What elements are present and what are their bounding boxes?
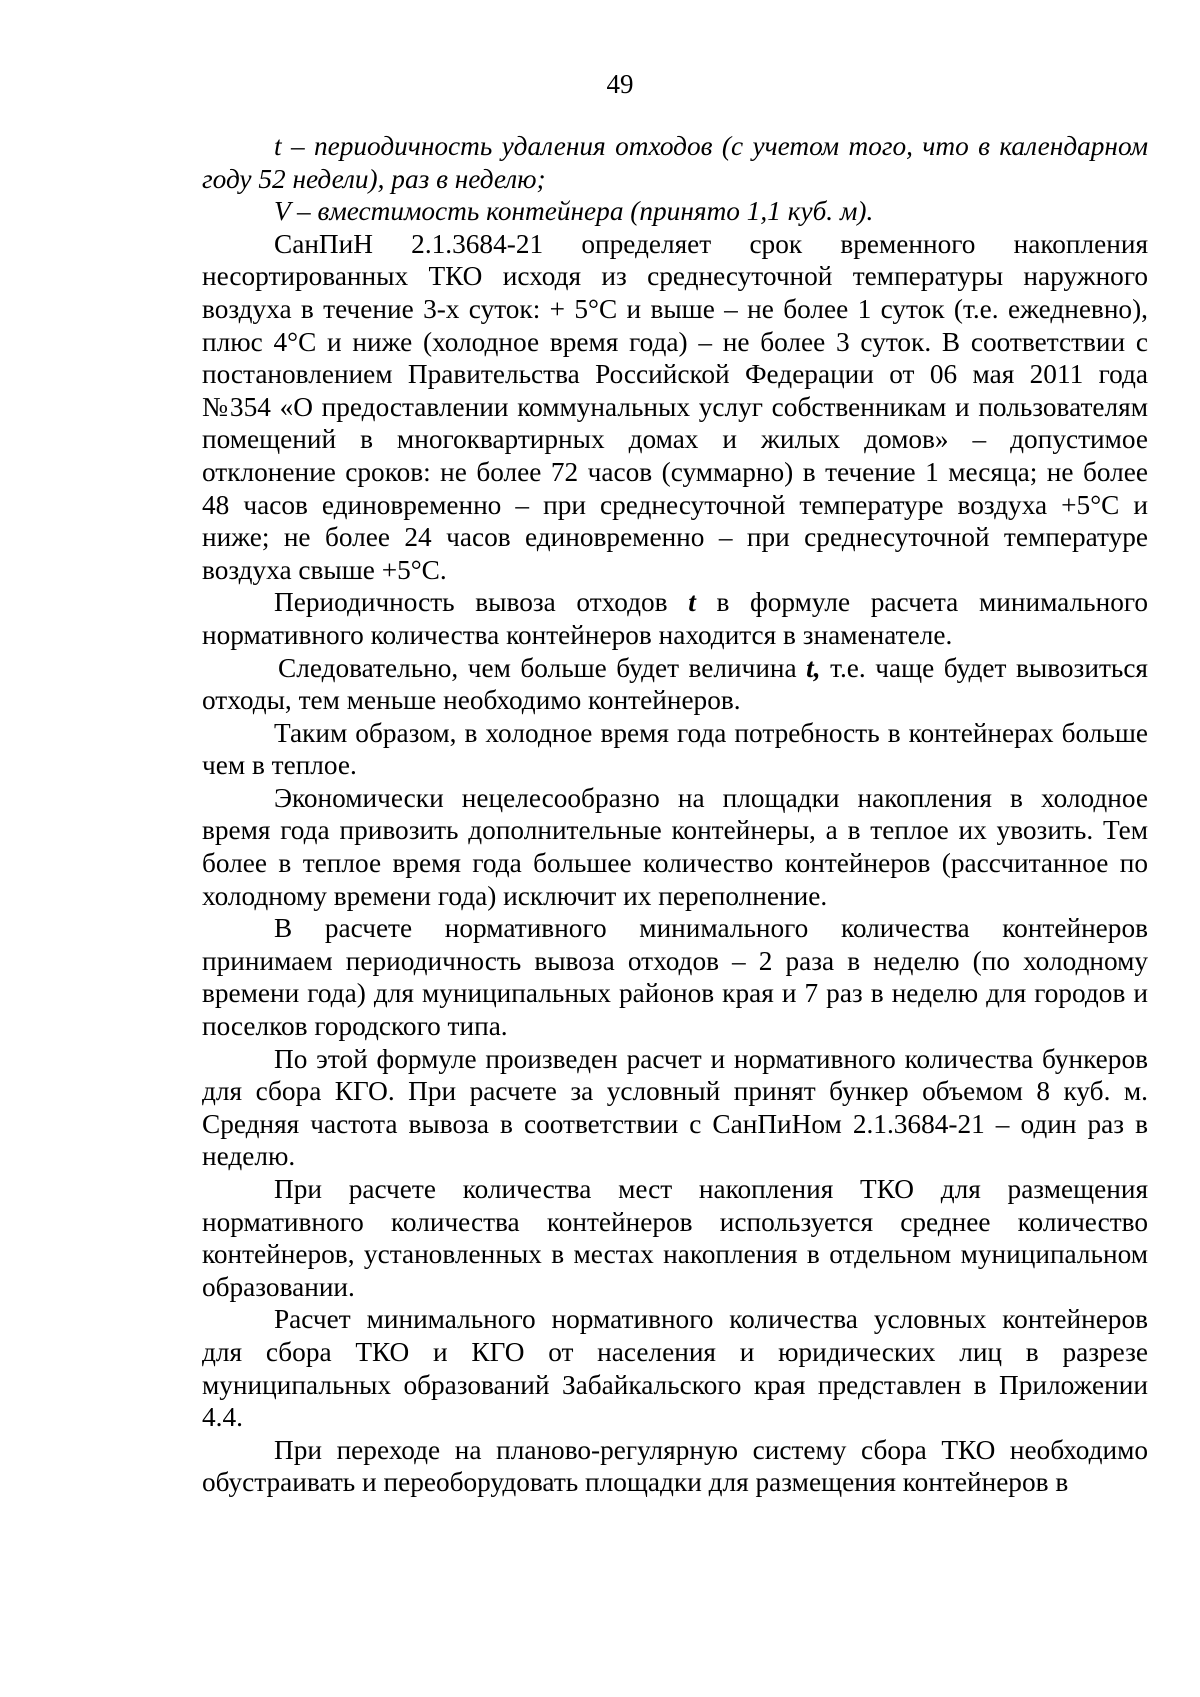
page-number: 49 [606, 69, 634, 99]
paragraph-economic-reasoning: Экономически нецелесообразно на площадки накопления в холодное время года привозить дополнительные контейнеры, а в теплое их увозить. Тем более в теплое время года большее количество контейнеров (рассчитанное по холодному времени года) исключит их переполнение. [202, 782, 1148, 911]
page-content [202, 130, 1148, 1499]
paragraph-text: т.е. чаще будет вывозиться отходы, тем меньше необходимо контейнеров. [202, 652, 1148, 716]
formula-variable-v-definition: V – вместимость контейнера (принято 1,1 куб. м). [274, 196, 874, 227]
paragraph-text: Следовательно, чем больше будет величина [278, 652, 807, 683]
paragraph-cold-season-demand: Таким образом, в холодное время года потребность в контейнерах больше чем в теплое. [202, 717, 1148, 781]
paragraph-appendix-reference: Расчет минимального нормативного количества условных контейнеров для сбора ТКО и КГО от населения и юридических лиц в разрезе муниципальных образований Забайкальского края представлен в Приложении 4.4. [202, 1304, 1148, 1433]
paragraph-text: Периодичность вывоза отходов [274, 587, 689, 618]
paragraph-kgo-bunkers: По этой формуле произведен расчет и нормативного количества бункеров для сбора КГО. При расчете за условный принят бункер объемом 8 куб. м. Средняя частота вывоза в соответствии с СанПиНом 2.1.3684-21 – один раз в неделю. [202, 1043, 1148, 1172]
formula-variable-t-definition: t – периодичность удаления отходов (с учетом того, что в календарном году 52 недели), раз в неделю; [202, 131, 1148, 194]
paragraph-sanpin-storage-terms: СанПиН 2.1.3684-21 определяет срок временного накопления несортированных ТКО исходя из среднесуточной температуры наружного воздуха в течение 3-х суток: + 5°С и выше – не более 1 суток (т.е. ежедневно), плюс 4°С и ниже (холодное время года) – не более 3 суток. В соответствии с постановлением Правительства Российской Федерации от 06 мая 2011 года №354 «О предоставлении коммунальных услуг собственникам и пользователям помещений в многоквартирных домах и жилых домов» – допустимое отклонение сроков: не более 72 часов (суммарно) в течение 1 месяца; не более 48 часов единовременно – при среднесуточной температуре воздуха +5°С и ниже; не более 24 часов единовременно – при среднесуточной температуре воздуха свыше +5°С. [202, 228, 1148, 585]
formula-symbol-t: t [688, 587, 696, 618]
paragraph-text: в формуле расчета минимального нормативного количества контейнеров находится в знаменателе. [202, 587, 1149, 650]
paragraph-accepted-frequency: В расчете нормативного минимального количества контейнеров принимаем периодичность вывоза отходов – 2 раза в неделю (по холодному времени года) для муниципальных районов края и 7 раз в неделю для городов и поселков городского типа. [202, 913, 1148, 1042]
paragraph-consequently [202, 652, 1148, 717]
paragraph-accumulation-sites: При расчете количества мест накопления ТКО для размещения нормативного количества контейнеров используется среднее количество контейнеров, установленных в местах накопления в отдельном муниципальном образовании. [202, 1174, 1148, 1302]
paragraph-transition-system: При переходе на планово-регулярную систему сбора ТКО необходимо обустраивать и переоборудовать площадки для размещения контейнеров в [202, 1434, 1148, 1498]
formula-symbol-t: t, [806, 652, 821, 683]
paragraph-removal-frequency [202, 586, 1148, 651]
